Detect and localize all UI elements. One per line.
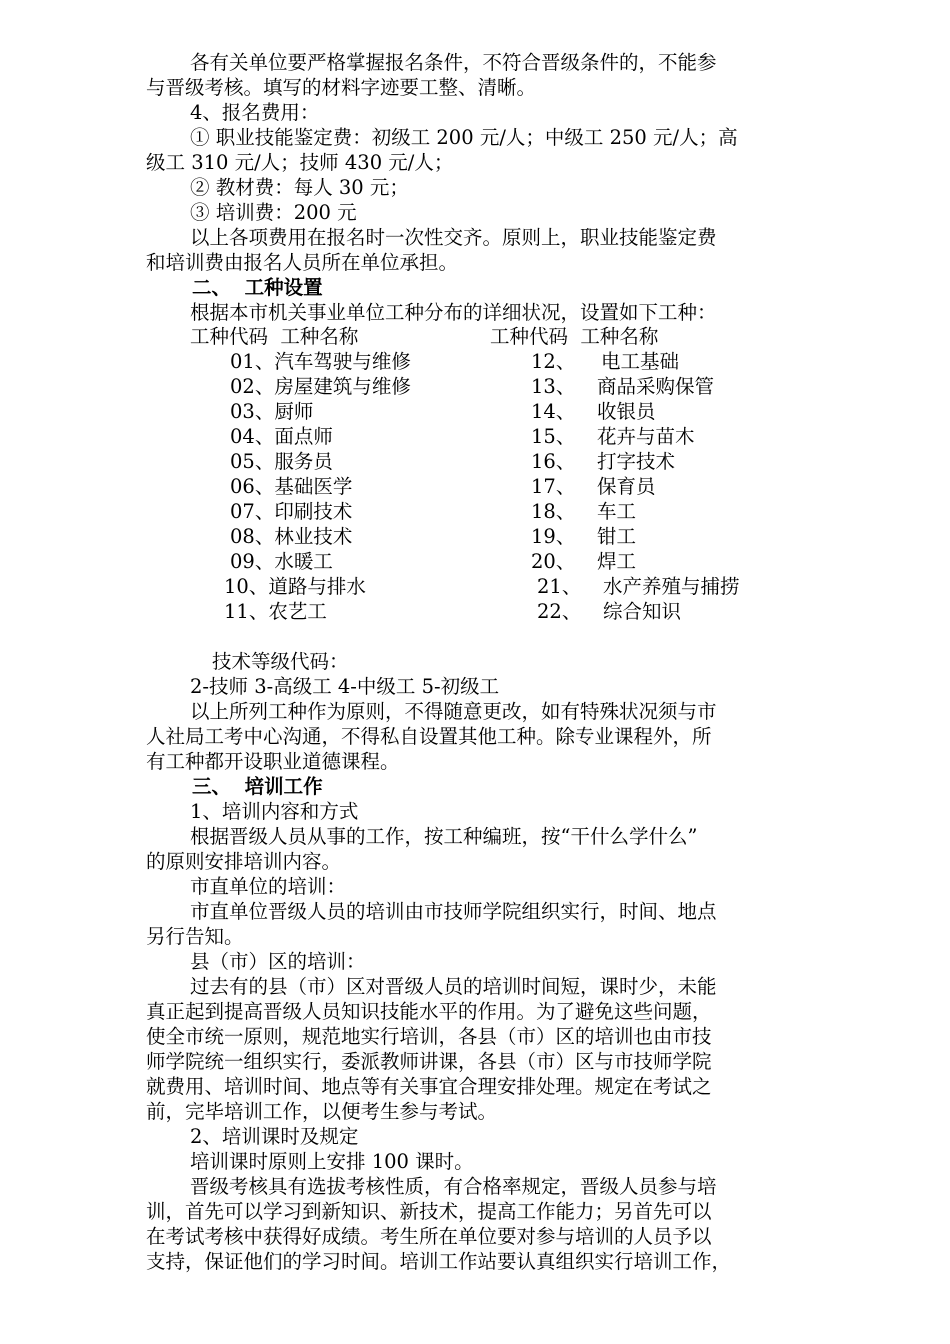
trade-code-right: 20、 [531, 550, 576, 573]
paragraph-line: 市直单位晋级人员的培训由市技师学院组织实行，时间、地点 [190, 900, 717, 923]
trade-name-right: 水产养殖与捕捞 [603, 575, 740, 598]
trade-code-right: 18、 [531, 500, 576, 523]
subsection-title: 1、培训内容和方式 [190, 800, 359, 823]
paragraph-line: 的原则安排培训内容。 [146, 850, 342, 873]
fee-item-1-cont: 级工 310 元/人；技师 430 元/人； [146, 151, 454, 174]
paragraph-line: 各有关单位要严格掌握报名条件，不符合晋级条件的，不能参 [190, 51, 717, 74]
paragraph-title: 县（市）区的培训： [190, 950, 366, 973]
trade-left: 07、印刷技术 [230, 500, 353, 523]
paragraph-line: 根据晋级人员从事的工作，按工种编班，按“干什么学什么” [190, 825, 698, 848]
paragraph-line: 前，完毕培训工作，以便考生参与考试。 [146, 1100, 498, 1123]
paragraph-line: 人社局工考中心沟通，不得私自设置其他工种。除专业课程外，所 [146, 725, 712, 748]
section-heading: 三、 培训工作 [192, 775, 323, 798]
trade-code-right: 15、 [531, 425, 576, 448]
trade-code-right: 21、 [537, 575, 582, 598]
paragraph-line: 过去有的县（市）区对晋级人员的培训时间短，课时少，未能 [190, 975, 717, 998]
trade-code-right: 16、 [531, 450, 576, 473]
trade-left: 08、林业技术 [230, 525, 353, 548]
level-code-title: 技术等级代码： [212, 650, 349, 673]
trade-name-right: 焊工 [597, 550, 637, 573]
trade-name-right: 电工基础 [601, 350, 680, 373]
trade-code-right: 22、 [537, 600, 582, 623]
paragraph-title: 市直单位的培训： [190, 875, 347, 898]
paragraph-line: 以上所列工种作为原则，不得随意更改，如有特殊状况须与市 [190, 700, 717, 723]
trade-code-right: 12、 [531, 350, 576, 373]
trade-left: 06、基础医学 [230, 475, 353, 498]
fee-item-2: ② 教材费：每人 30 元； [190, 176, 409, 199]
trade-left: 11、农艺工 [224, 600, 327, 623]
paragraph-line: 有工种都开设职业道德课程。 [146, 750, 400, 773]
fees-note: 以上各项费用在报名时一次性交齐。原则上，职业技能鉴定费 [190, 226, 717, 249]
trade-left: 01、汽车驾驶与维修 [230, 350, 411, 373]
trade-left: 09、水暖工 [230, 550, 333, 573]
table-header-left: 工种代码 工种名称 [190, 325, 359, 348]
trade-code-right: 19、 [531, 525, 576, 548]
trade-name-right: 综合知识 [603, 600, 682, 623]
trade-code-right: 14、 [531, 400, 576, 423]
paragraph-line: 在考试考核中获得好成绩。考生所在单位要对参与培训的人员予以 [146, 1225, 712, 1248]
trade-name-right: 花卉与苗木 [597, 425, 695, 448]
trade-name-right: 钳工 [597, 525, 637, 548]
paragraph-line: 与晋级考核。填写的材料字迹要工整、清晰。 [146, 76, 537, 99]
paragraph-line: 就费用、培训时间、地点等有关事宜合理安排处理。规定在考试之 [146, 1075, 712, 1098]
subsection-title: 2、培训课时及规定 [190, 1125, 359, 1148]
trade-name-right: 商品采购保管 [597, 375, 715, 398]
trade-name-right: 保育员 [597, 475, 656, 498]
fees-title: 4、报名费用： [190, 101, 320, 124]
paragraph-line: 支持，保证他们的学习时间。培训工作站要认真组织实行培训工作， [146, 1250, 732, 1273]
trade-left: 02、房屋建筑与维修 [230, 375, 411, 398]
paragraph-line: 训，首先可以学习到新知识、新技术，提高工作能力；另首先可以 [146, 1200, 712, 1223]
table-header-right: 工种代码 工种名称 [490, 325, 659, 348]
trade-left: 10、道路与排水 [224, 575, 366, 598]
paragraph-line: 培训课时原则上安排 100 课时。 [190, 1150, 474, 1173]
level-code-values: 2-技师 3-高级工 4-中级工 5-初级工 [190, 675, 500, 698]
fee-item-1: ① 职业技能鉴定费：初级工 200 元/人；中级工 250 元/人；高 [190, 126, 738, 149]
trade-name-right: 车工 [597, 500, 637, 523]
paragraph-line: 师学院统一组织实行，委派教师讲课，各县（市）区与市技师学院 [146, 1050, 712, 1073]
paragraph-line: 另行告知。 [146, 925, 244, 948]
trade-left: 05、服务员 [230, 450, 333, 473]
paragraph-line: 真正起到提高晋级人员知识技能水平的作用。为了避免这些问题， [146, 1000, 712, 1023]
section-heading: 二、 工种设置 [192, 276, 323, 299]
section-intro: 根据本市机关事业单位工种分布的详细状况，设置如下工种： [190, 301, 717, 324]
fees-note-cont: 和培训费由报名人员所在单位承担。 [146, 251, 459, 274]
trade-name-right: 收银员 [597, 400, 656, 423]
fee-item-3: ③ 培训费：200 元 [190, 201, 357, 224]
paragraph-line: 晋级考核具有选拔考核性质，有合格率规定，晋级人员参与培 [190, 1175, 717, 1198]
trade-code-right: 13、 [531, 375, 576, 398]
trade-left: 04、面点师 [230, 425, 333, 448]
trade-left: 03、厨师 [230, 400, 314, 423]
trade-code-right: 17、 [531, 475, 576, 498]
trade-name-right: 打字技术 [597, 450, 676, 473]
paragraph-line: 使全市统一原则，规范地实行培训，各县（市）区的培训也由市技 [146, 1025, 712, 1048]
